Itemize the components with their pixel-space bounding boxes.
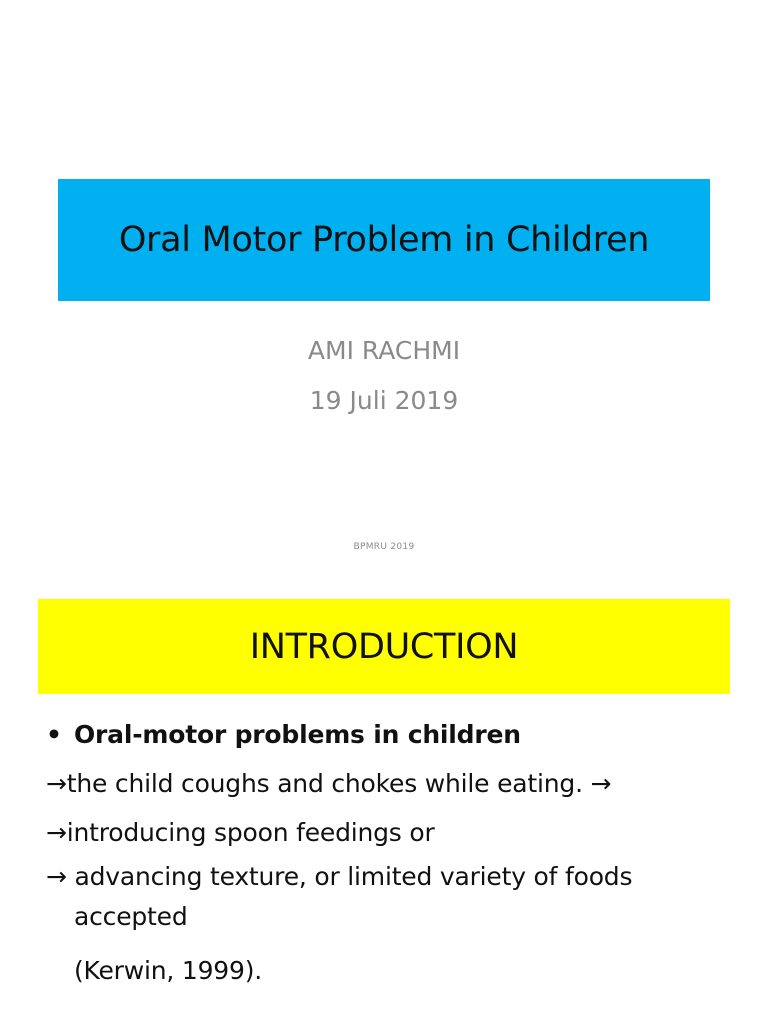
slide-heading: INTRODUCTION [249, 626, 519, 667]
bullet-item [46, 710, 746, 759]
heading-banner [38, 599, 730, 694]
body-line: →the child coughs and chokes while eating. → [46, 769, 612, 798]
slide-title: Oral Motor Problem in Children [118, 220, 650, 260]
slide-body [46, 710, 746, 995]
title-banner [58, 179, 710, 301]
body-line-continued: accepted [74, 902, 188, 931]
body-line: →introducing spoon feedings or [46, 818, 435, 847]
introduction-slide [0, 576, 768, 1024]
citation: (Kerwin, 1999). [74, 956, 263, 985]
author-name: AMI RACHMI [307, 336, 461, 365]
bullet-dot: • [46, 720, 62, 749]
body-paragraph [46, 857, 746, 937]
slide-footer: BPMRU 2019 [353, 542, 415, 552]
bullet-text: Oral-motor problems in children [74, 720, 521, 749]
body-line: → advancing texture, or limited variety of foods [46, 862, 633, 891]
presentation-date: 19 Juli 2019 [309, 386, 459, 415]
